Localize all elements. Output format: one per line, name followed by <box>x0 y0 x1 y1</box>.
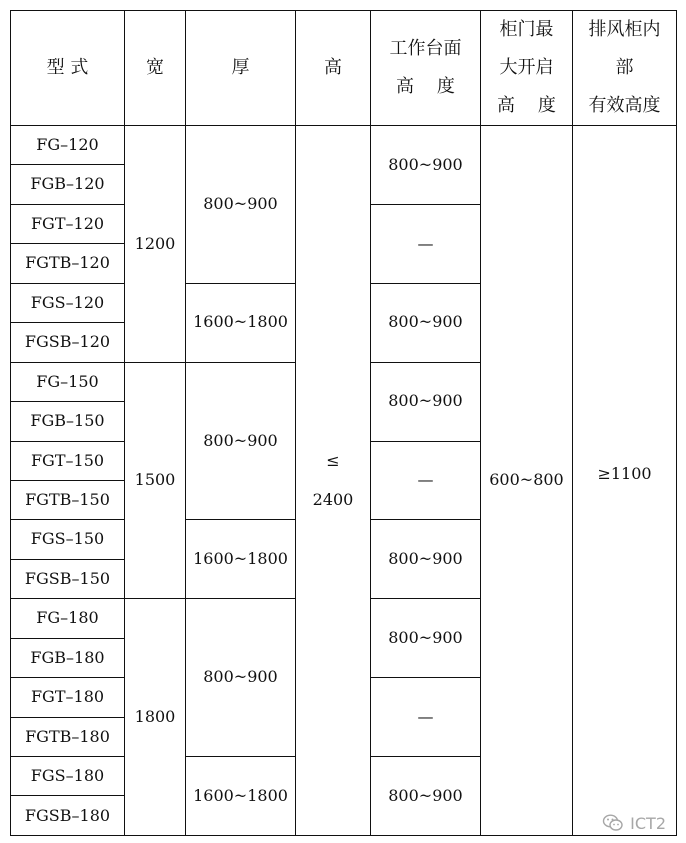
header-interior-line: 排风柜内 <box>588 19 661 40</box>
header-model: 型 式 <box>11 11 125 126</box>
table-row <box>11 126 677 165</box>
sash-height-cell: 600~800 <box>481 126 573 836</box>
watermark <box>602 813 666 833</box>
model-cell: FGTB–180 <box>11 717 125 756</box>
model-cell: FGS–120 <box>11 283 125 322</box>
worktop-cell: — <box>371 441 481 520</box>
header-depth: 厚 <box>186 11 296 126</box>
worktop-cell: 800~900 <box>371 599 481 678</box>
width-cell: 1500 <box>125 362 186 599</box>
model-cell: FGSB–120 <box>11 323 125 362</box>
worktop-cell: 800~900 <box>371 520 481 599</box>
model-cell: FGSB–150 <box>11 559 125 598</box>
watermark-text: ICT2 <box>630 813 666 833</box>
model-cell: FG–150 <box>11 362 125 401</box>
model-cell: FG–180 <box>11 599 125 638</box>
model-cell: FGT–120 <box>11 204 125 243</box>
height-cell <box>296 126 371 836</box>
header-worktop-line: 高 度 <box>396 76 455 97</box>
header-height: 高 <box>296 11 371 126</box>
worktop-cell: 800~900 <box>371 126 481 205</box>
spec-table <box>10 10 677 836</box>
depth-cell: 800~900 <box>186 362 296 520</box>
depth-cell: 1600~1800 <box>186 520 296 599</box>
depth-cell: 1600~1800 <box>186 283 296 362</box>
interior-height-cell: ≥1100 <box>573 126 677 836</box>
header-sash-line: 大开启 <box>499 57 554 78</box>
model-cell: FGS–180 <box>11 757 125 796</box>
header-width: 宽 <box>125 11 186 126</box>
model-cell: FGTB–150 <box>11 480 125 519</box>
width-cell: 1800 <box>125 599 186 836</box>
header-worktop-line: 工作台面 <box>389 38 462 59</box>
model-cell: FGB–180 <box>11 638 125 677</box>
height-symbol: ≤ <box>326 451 340 471</box>
worktop-cell: — <box>371 678 481 757</box>
worktop-cell: 800~900 <box>371 283 481 362</box>
model-cell: FGT–150 <box>11 441 125 480</box>
header-worktop-height <box>371 11 481 126</box>
header-interior-height <box>573 11 677 126</box>
model-cell: FGS–150 <box>11 520 125 559</box>
model-cell: FGB–150 <box>11 402 125 441</box>
wechat-icon <box>602 813 624 833</box>
height-value: 2400 <box>312 489 354 509</box>
depth-cell: 1600~1800 <box>186 757 296 836</box>
model-cell: FGTB–120 <box>11 244 125 283</box>
header-sash-height <box>481 11 573 126</box>
model-cell: FGT–180 <box>11 678 125 717</box>
header-interior-line: 部 <box>615 57 634 78</box>
worktop-cell: 800~900 <box>371 757 481 836</box>
model-cell: FGB–120 <box>11 165 125 204</box>
header-row <box>11 11 677 126</box>
header-sash-line: 柜门最 <box>499 19 554 40</box>
model-cell: FGSB–180 <box>11 796 125 836</box>
header-sash-line: 高 度 <box>497 95 556 116</box>
depth-cell: 800~900 <box>186 599 296 757</box>
model-cell: FG–120 <box>11 126 125 165</box>
header-interior-line: 有效高度 <box>588 95 661 116</box>
worktop-cell: 800~900 <box>371 362 481 441</box>
width-cell: 1200 <box>125 126 186 363</box>
worktop-cell: — <box>371 204 481 283</box>
depth-cell: 800~900 <box>186 126 296 284</box>
